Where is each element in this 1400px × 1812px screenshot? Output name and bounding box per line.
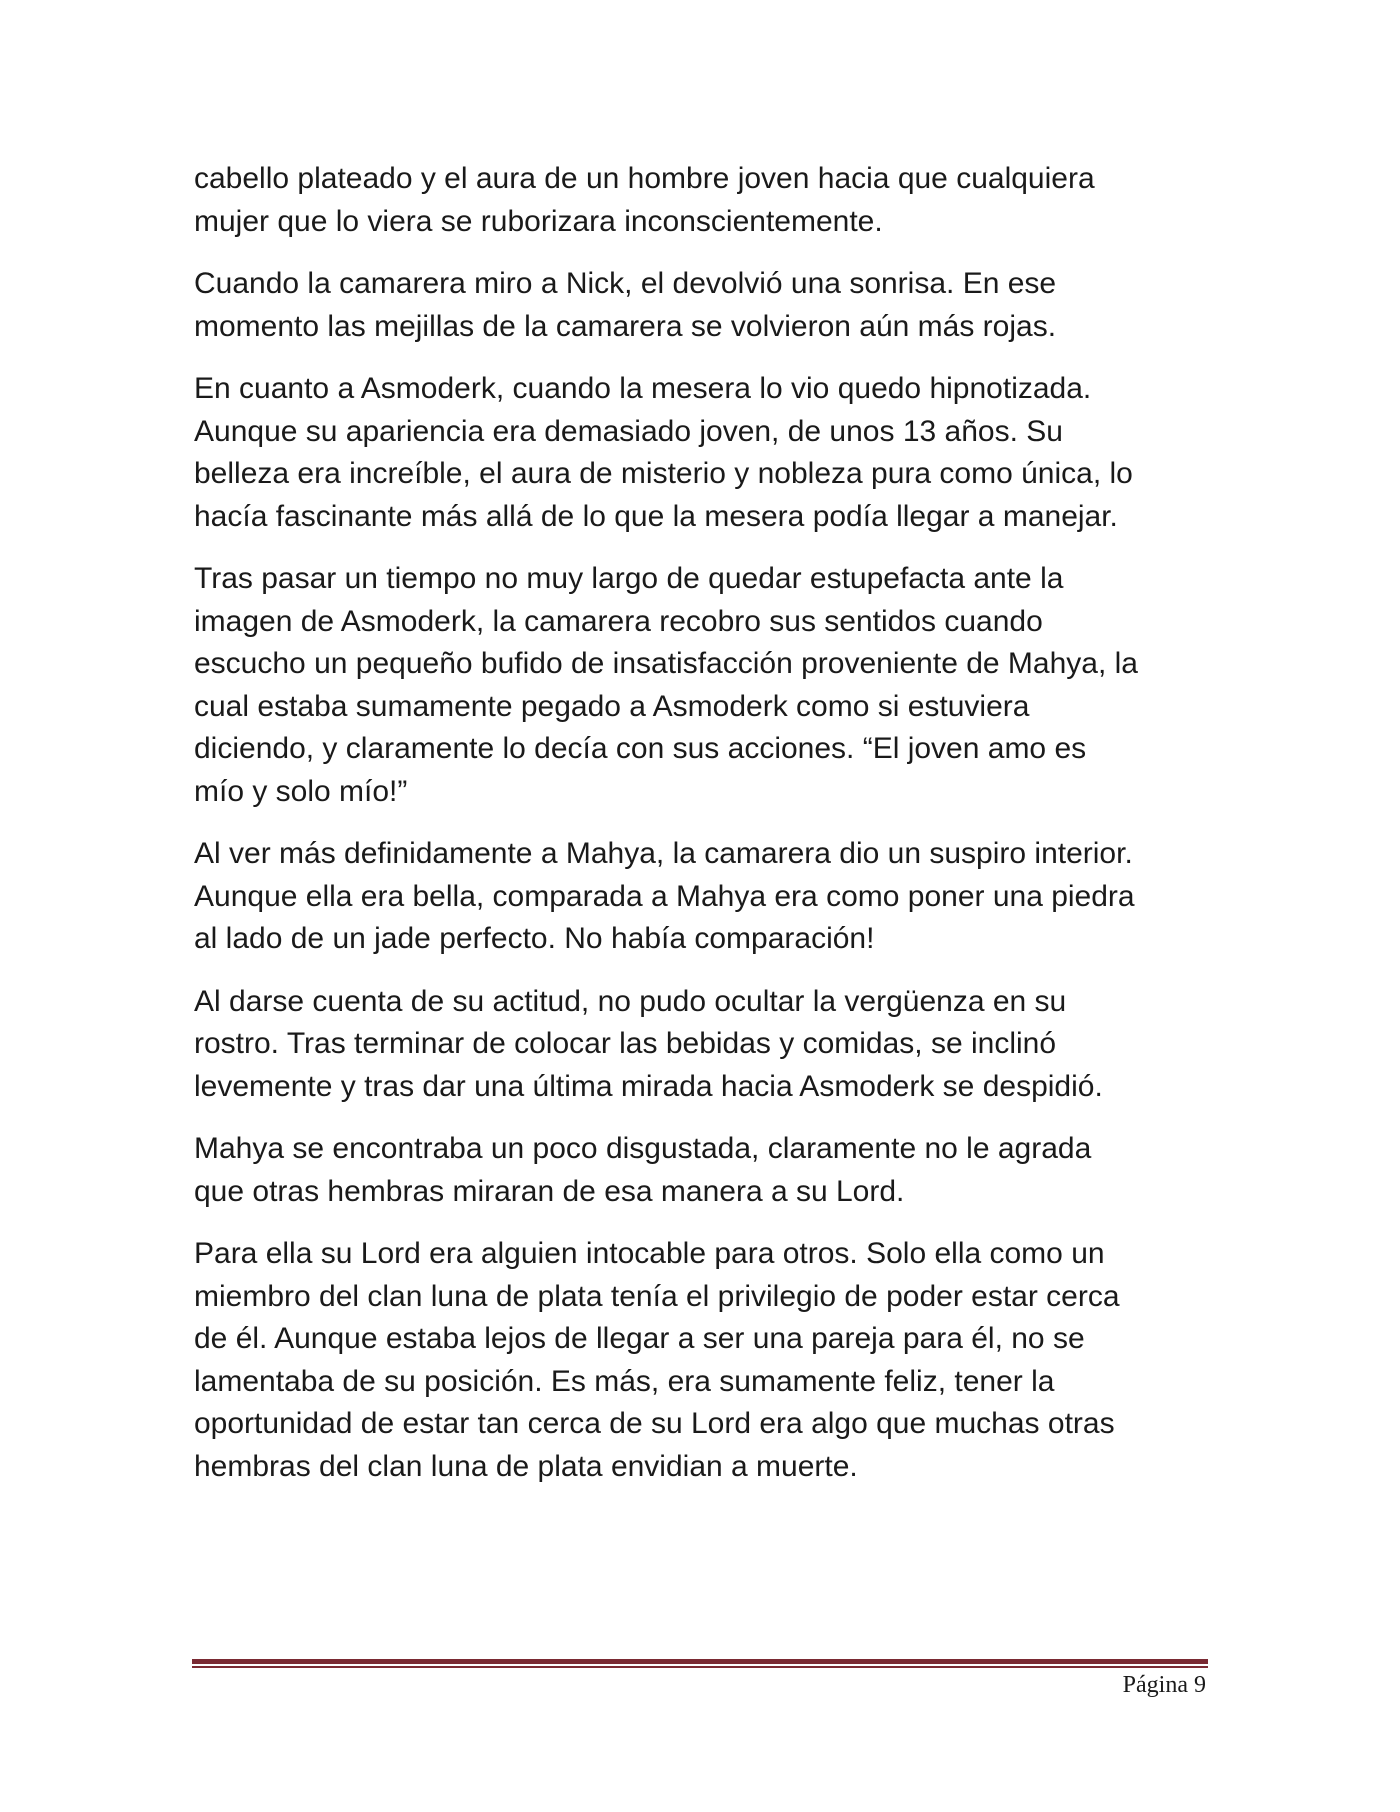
footer-divider-thick-line xyxy=(192,1659,1208,1664)
page-number: Página 9 xyxy=(1122,1672,1206,1698)
paragraph-3: En cuanto a Asmoderk, cuando la mesera lo vio quedo hipnotizada. Aunque su apariencia era demasiado joven, de unos 13 años. Su belleza era increíble, el aura de misterio y nobleza pura como única, lo hacía fascinante más allá de lo que la mesera podía llegar a manejar. xyxy=(194,372,1133,533)
paragraph-6: Al darse cuenta de su actitud, no pudo ocultar la vergüenza en su rostro. Tras terminar de colocar las bebidas y comidas, se inclinó levemente y tras dar una última mirada hacia Asmoderk se despidió. xyxy=(194,984,1103,1103)
footer-divider xyxy=(192,1659,1208,1668)
paragraph-8: Para ella su Lord era alguien intocable para otros. Solo ella como un miembro del clan luna de plata tenía el privilegio de poder estar cerca de él. Aunque estaba lejos de llegar a ser una pareja para él, no se lamentaba de su posición. Es más, era sumamente feliz, tener la oportunidad de estar tan cerca de su Lord era algo que muchas otras hembras del clan luna de plata envidian a muerte. xyxy=(194,1237,1120,1483)
paragraph-4: Tras pasar un tiempo no muy largo de quedar estupefacta ante la imagen de Asmoderk, la camarera recobro sus sentidos cuando escucho un pequeño bufido de insatisfacción proveniente de Mahya, la cual estaba sumamente pegado a Asmoderk como si estuviera diciendo, y claramente lo decía con sus acciones. “El joven amo es mío y solo mío!” xyxy=(194,562,1138,808)
paragraph-7: Mahya se encontraba un poco disgustada, claramente no le agrada que otras hembras miraran de esa manera a su Lord. xyxy=(194,1132,1092,1208)
paragraph-5: Al ver más definidamente a Mahya, la camarera dio un suspiro interior. Aunque ella era bella, comparada a Mahya era como poner una piedra al lado de un jade perfecto. No había comparación! xyxy=(194,837,1135,955)
paragraph-2: Cuando la camarera miro a Nick, el devolvió una sonrisa. En ese momento las mejillas de la camarera se volvieron aún más rojas. xyxy=(194,267,1057,343)
paragraph-1: cabello plateado y el aura de un hombre joven hacia que cualquiera mujer que lo viera se ruborizara inconscientemente. xyxy=(194,162,1095,238)
footer-divider-thin-line xyxy=(192,1666,1208,1668)
body-text xyxy=(194,158,1214,1508)
